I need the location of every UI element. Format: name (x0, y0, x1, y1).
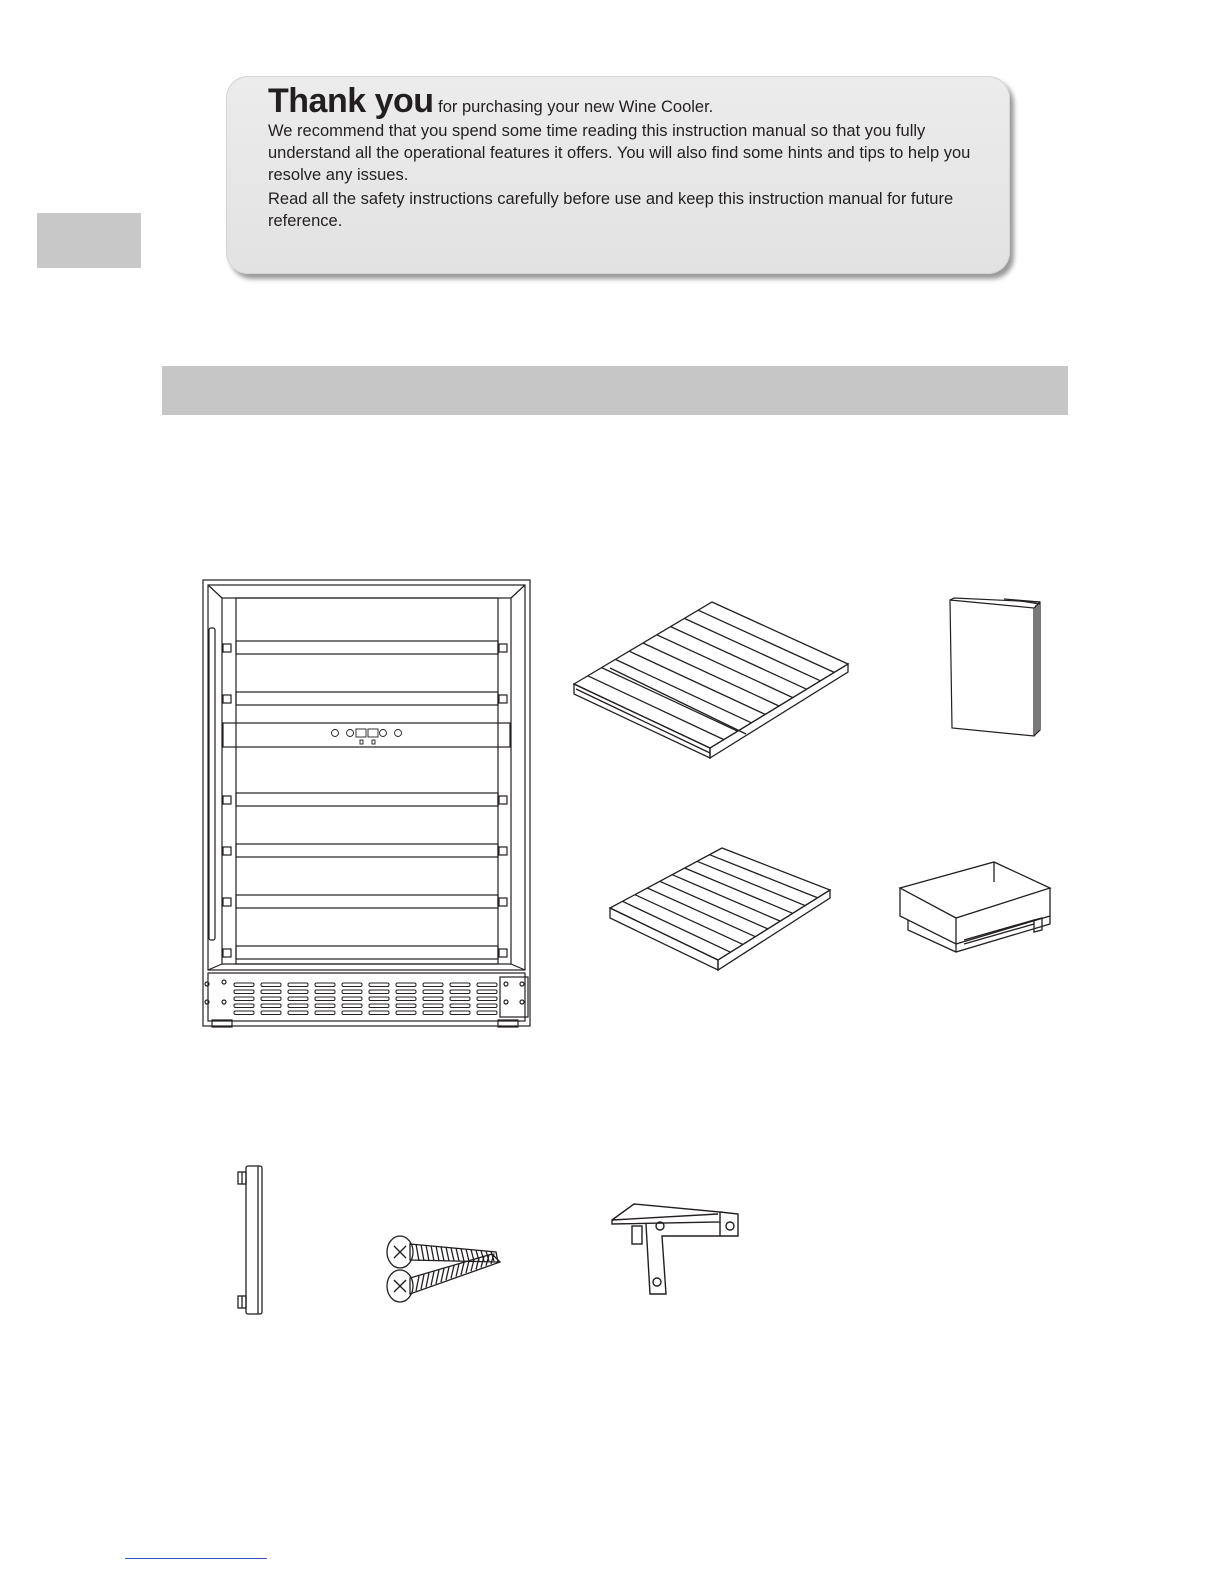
thank-you-text (268, 82, 998, 234)
thank-you-headline: Thank you (268, 82, 434, 120)
thank-you-headline-rest: for purchasing your new Wine Cooler. (438, 98, 714, 116)
screws-icon (380, 1232, 506, 1314)
wine-cooler-icon (200, 578, 534, 1030)
section-header-band (162, 366, 1068, 415)
wine-shelf-small-icon (606, 842, 836, 982)
bracket-icon (610, 1200, 744, 1300)
door-handle-icon (232, 1162, 268, 1318)
intro-paragraph-2: Read all the safety instructions carefully before use and keep this instruction manual for future reference. (268, 190, 954, 230)
wine-shelf-large-icon (570, 598, 852, 764)
tray-icon (894, 858, 1056, 958)
intro-paragraph-1: We recommend that you spend some time reading this instruction manual so that you fully understand all the operational features it offers. You will also find some hints and tips to help you resolve any issues. (268, 122, 971, 184)
footer-rule (125, 1558, 267, 1559)
side-tab (37, 213, 141, 268)
instruction-manual-icon (944, 596, 1046, 742)
